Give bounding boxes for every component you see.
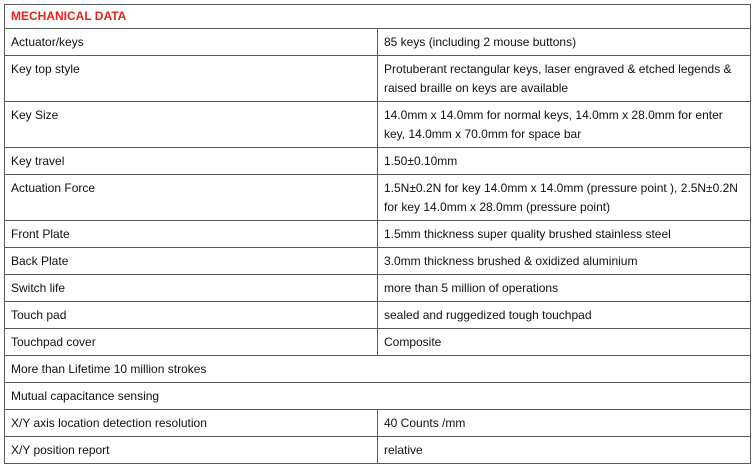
row-value: 3.0mm thickness brushed & oxidized aluminium <box>378 248 751 275</box>
section-title: MECHANICAL DATA <box>5 5 751 29</box>
table-row <box>5 148 751 175</box>
row-label: Touchpad cover <box>5 329 378 356</box>
row-value: 14.0mm x 14.0mm for normal keys, 14.0mm x 28.0mm for enter key, 14.0mm x 70.0mm for space bar <box>378 102 751 148</box>
row-value: 1.5mm thickness super quality brushed stainless steel <box>378 221 751 248</box>
row-label: Touch pad <box>5 302 378 329</box>
row-value: sealed and ruggedized tough touchpad <box>378 302 751 329</box>
table-row <box>5 302 751 329</box>
row-value: more than 5 million of operations <box>378 275 751 302</box>
row-value: Composite <box>378 329 751 356</box>
row-value: 1.50±0.10mm <box>378 148 751 175</box>
table-row <box>5 221 751 248</box>
row-label: Actuation Force <box>5 175 378 221</box>
table-row <box>5 248 751 275</box>
row-label: Key top style <box>5 56 378 102</box>
table-row <box>5 56 751 102</box>
row-label: Front Plate <box>5 221 378 248</box>
row-value: Protuberant rectangular keys, laser engraved & etched legends & raised braille on keys are available <box>378 56 751 102</box>
row-label: Actuator/keys <box>5 29 378 56</box>
row-label: Back Plate <box>5 248 378 275</box>
row-value: 85 keys (including 2 mouse buttons) <box>378 29 751 56</box>
row-label: X/Y axis location detection resolution <box>5 410 378 437</box>
full-row-text: Mutual capacitance sensing <box>5 383 751 410</box>
table-row-full <box>5 383 751 410</box>
row-label: X/Y position report <box>5 437 378 464</box>
row-value: 40 Counts /mm <box>378 410 751 437</box>
table-row <box>5 437 751 464</box>
mechanical-data-table <box>4 4 751 464</box>
row-label: Key Size <box>5 102 378 148</box>
table-row-full <box>5 356 751 383</box>
row-value: relative <box>378 437 751 464</box>
table-row <box>5 175 751 221</box>
row-label: Switch life <box>5 275 378 302</box>
row-value: 1.5N±0.2N for key 14.0mm x 14.0mm (pressure point ), 2.5N±0.2N for key 14.0mm x 28.0mm (pressure point) <box>378 175 751 221</box>
full-row-text: More than Lifetime 10 million strokes <box>5 356 751 383</box>
table-row <box>5 275 751 302</box>
table-row <box>5 410 751 437</box>
table-row <box>5 102 751 148</box>
row-label: Key travel <box>5 148 378 175</box>
table-row <box>5 329 751 356</box>
table-heading-row <box>5 5 751 29</box>
table-row <box>5 29 751 56</box>
